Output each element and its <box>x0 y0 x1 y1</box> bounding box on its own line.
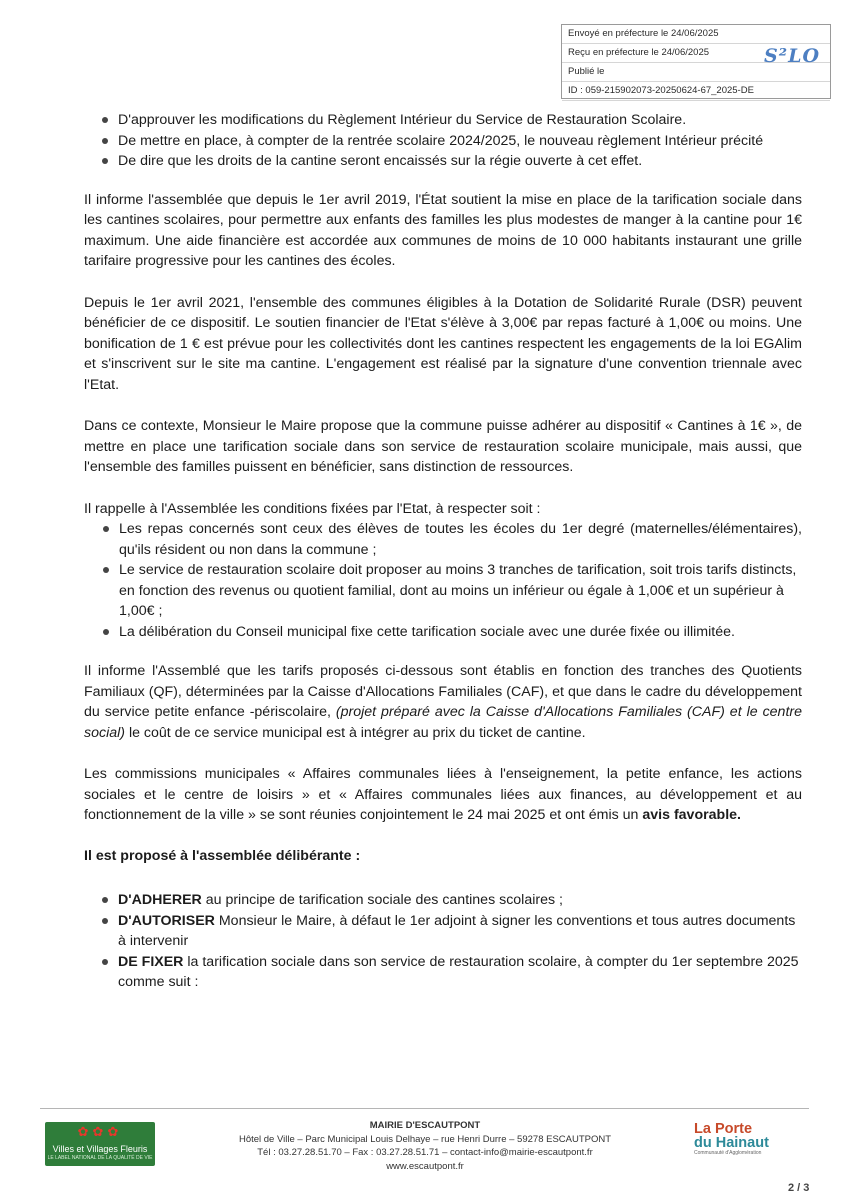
paragraph-dsr: Depuis le 1er avril 2021, l'ensemble des communes éligibles à la Dotation de Solidarité Rurale (DSR) peuvent bénéficier de ce dispositif. Le soutien financier de l'Etat s'élève à 3,00€ par repas facturé à 1,00€ ou moins. Une bonification de 1 € est prévue pour les collectivités dont les cantines respectent les engagements de la loi EGAlim et s'inscrivent sur le site ma cantine. L'engagement est réalisé par la signature d'une convention triennale avec l'Etat. <box>84 294 802 393</box>
conditions-list <box>84 519 802 642</box>
porte-du-hainaut-logo: La Porte du Hainaut Communauté d'Agglomération <box>694 1121 769 1156</box>
proposal-heading: Il est proposé à l'assemblée délibérante : <box>84 847 361 864</box>
paragraph-conditions-intro: Il rappelle à l'Assemblée les conditions fixées par l'Etat, à respecter soit : <box>84 500 541 517</box>
stamp-received: Reçu en préfecture le 24/06/2025 <box>562 44 830 63</box>
bullet-icon <box>102 918 108 924</box>
list-item: De mettre en place, à compter de la rentrée scolaire 2024/2025, le nouveau règlement Intérieur précité <box>84 131 802 152</box>
bullet-icon <box>102 158 108 164</box>
footer-address-block <box>200 1119 650 1173</box>
list-item: D'approuver les modifications du Règlement Intérieur du Service de Restauration Scolaire. <box>84 110 802 131</box>
paragraph-tariffs: Il informe l'Assemblé que les tarifs proposés ci-dessous sont établis en fonction des tranches des Quotients Familiaux (QF), déterminées par la Caisse d'Allocations Familiales (CAF), et que dans le cadre du développement du service petite enfance -périscolaire, (projet préparé avec la Caisse d'Allocations Familiales (CAF) et le centre social) le coût de ce service municipal est à intégrer au prix du ticket de cantine. <box>84 663 802 741</box>
bullet-icon <box>102 117 108 123</box>
footer-title: MAIRIE D'ESCAUTPONT <box>369 1120 481 1131</box>
document-body <box>84 110 802 993</box>
list-item: D'AUTORISER Monsieur le Maire, à défaut le 1er adjoint à signer les conventions et tous autres documents à intervenir <box>84 911 802 952</box>
favorable-opinion: avis favorable. <box>642 807 741 823</box>
prefecture-stamp <box>561 24 831 99</box>
stamp-sent: Envoyé en préfecture le 24/06/2025 <box>562 25 830 44</box>
list-item: La délibération du Conseil municipal fixe cette tarification sociale avec une durée fixée ou illimitée. <box>84 622 802 643</box>
list-item: D'ADHERER au principe de tarification sociale des cantines scolaires ; <box>84 890 802 911</box>
paragraph-state-support: Il informe l'assemblée que depuis le 1er avril 2019, l'État soutient la mise en place de la tarification sociale dans les cantines scolaires, pour permettre aux enfants des familles les plus modestes de manger à la cantine pour 1€ maximum. Une aide financière est accordée aux communes de moins de 10 000 habitants instaurant une grille tarifaire progressive pour les cantines des écoles. <box>84 191 802 269</box>
footer-website: www.escautpont.fr <box>386 1160 464 1172</box>
paragraph-commissions: Les commissions municipales « Affaires communales liées à l'enseignement, la petite enfance, les actions sociales et le centre de loisirs » et « Affaires communales liées aux finances, au développement et au fonctionnement de la ville » se sont réunies conjointement le 24 mai 2025 et ont émis un avis favorable. <box>84 766 802 823</box>
list-item: De dire que les droits de la cantine seront encaissés sur la régie ouverte à cet effet. <box>84 151 802 172</box>
list-item: Le service de restauration scolaire doit proposer au moins 3 tranches de tarification, soit trois tarifs distincts, en fonction des revenus ou quotient familial, dont au moins un inférieur ou égale à 1,00€ et un supérieur à 1,00€ ; <box>84 560 802 622</box>
footer-divider <box>40 1108 809 1109</box>
paragraph-context: Dans ce contexte, Monsieur le Maire propose que la commune puisse adhérer au dispositif « Cantines à 1€ », de mettre en place une tarification sociale dans son service de restauration scolaire municipale, mais aussi, que l'ensemble des familles puissent en bénéficier, sans distinction de ressources. <box>84 418 802 475</box>
page-number: 2 / 3 <box>788 1182 810 1194</box>
stamp-id: ID : 059-215902073-20250624-67_2025-DE <box>562 82 830 101</box>
footer-address: Hôtel de Ville – Parc Municipal Louis Delhaye – rue Henri Durre – 59278 ESCAUTPONT <box>238 1133 612 1145</box>
slo-logo: S²LO <box>764 45 820 67</box>
bullet-icon <box>103 629 109 635</box>
intro-bullet-list <box>84 110 802 172</box>
bullet-icon <box>102 959 108 965</box>
bullet-icon <box>102 897 108 903</box>
italic-note: (projet préparé avec la Caisse d'Allocations Familiales (CAF) et le centre social) <box>84 704 802 741</box>
footer-contact: Tél : 03.27.28.51.70 – Fax : 03.27.28.51.71 – contact-info@mairie-escautpont.fr <box>257 1147 593 1158</box>
bullet-icon <box>103 526 109 532</box>
stamp-published: Publié le <box>562 63 830 82</box>
bullet-icon <box>103 567 109 573</box>
list-item: DE FIXER la tarification sociale dans son service de restauration scolaire, à compter du 1er septembre 2025 comme suit : <box>84 952 802 993</box>
flower-icon: ✿✿✿ <box>77 1124 123 1139</box>
villes-villages-fleuris-logo: ✿✿✿ Villes et Villages Fleuris LE LABEL NATIONAL DE LA QUALITÉ DE VIE <box>45 1122 155 1166</box>
bullet-icon <box>102 138 108 144</box>
decisions-list <box>84 890 802 993</box>
list-item: Les repas concernés sont ceux des élèves de toutes les écoles du 1er degré (maternelles/élémentaires), qu'ils résident ou non dans la commune ; <box>84 519 802 560</box>
